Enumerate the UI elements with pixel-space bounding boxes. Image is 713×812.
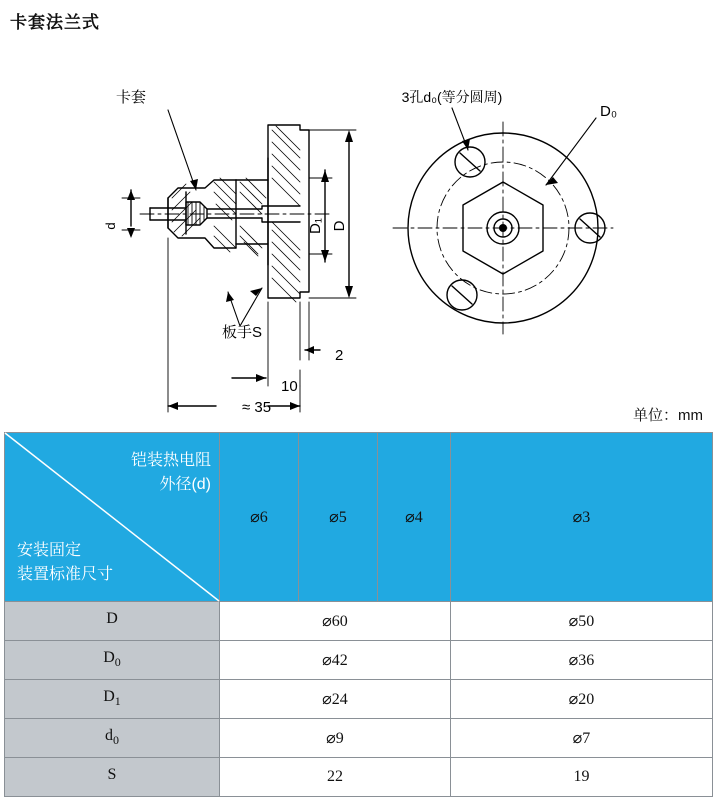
cell-D0-group1: ⌀42 (220, 641, 451, 680)
corner-top-label: 铠装热电阻 外径(d) (130, 452, 211, 493)
label-d-outer: D (331, 220, 348, 232)
label-d-small: d (103, 222, 118, 230)
label-dim-2: 2 (335, 347, 344, 364)
cell-S-group2: 19 (451, 758, 713, 797)
cell-d0-group2: ⌀7 (451, 719, 713, 758)
table-row (5, 719, 713, 758)
corner-bottom-label: 安装固定 装置标准尺寸 (17, 542, 114, 583)
table-header-row (5, 433, 713, 602)
row-label-D1: $D_1$ (5, 680, 220, 719)
cell-D1-group2: ⌀20 (451, 680, 713, 719)
label-holes: 3孔d₀(等分圆周) (401, 89, 503, 105)
column-header-d3: ⌀3 (451, 433, 713, 602)
cell-D1-group1: ⌀24 (220, 680, 451, 719)
cell-D0-group2: ⌀36 (451, 641, 713, 680)
label-dim-10: 10 (281, 378, 298, 395)
unit-label: 单位：mm (633, 407, 703, 424)
row-label-d0: $d_0$ (5, 719, 220, 758)
column-header-d4: ⌀4 (378, 433, 451, 602)
cell-S-group1: 22 (220, 758, 451, 797)
spec-table (4, 432, 713, 797)
table-row (5, 680, 713, 719)
column-header-d5: ⌀5 (299, 433, 378, 602)
row-label-D0: $D_0$ (5, 641, 220, 680)
cell-D-group2: ⌀50 (451, 602, 713, 641)
row-label-S: S (5, 758, 220, 797)
table-row (5, 758, 713, 797)
table-corner-header (5, 433, 220, 602)
table-row (5, 641, 713, 680)
cell-d0-group1: ⌀9 (220, 719, 451, 758)
page-title: 卡套法兰式 (10, 13, 100, 32)
label-dim-35: ≈ 35 (242, 399, 272, 416)
label-d0-outer: D₀ (600, 103, 618, 120)
label-wrench: 板手S (222, 324, 263, 341)
label-d1: D₁ (307, 218, 324, 234)
row-label-D: D (5, 602, 220, 641)
cell-D-group1: ⌀60 (220, 602, 451, 641)
table-row (5, 602, 713, 641)
column-header-d6: ⌀6 (220, 433, 299, 602)
label-kata: 卡套 (115, 89, 147, 106)
